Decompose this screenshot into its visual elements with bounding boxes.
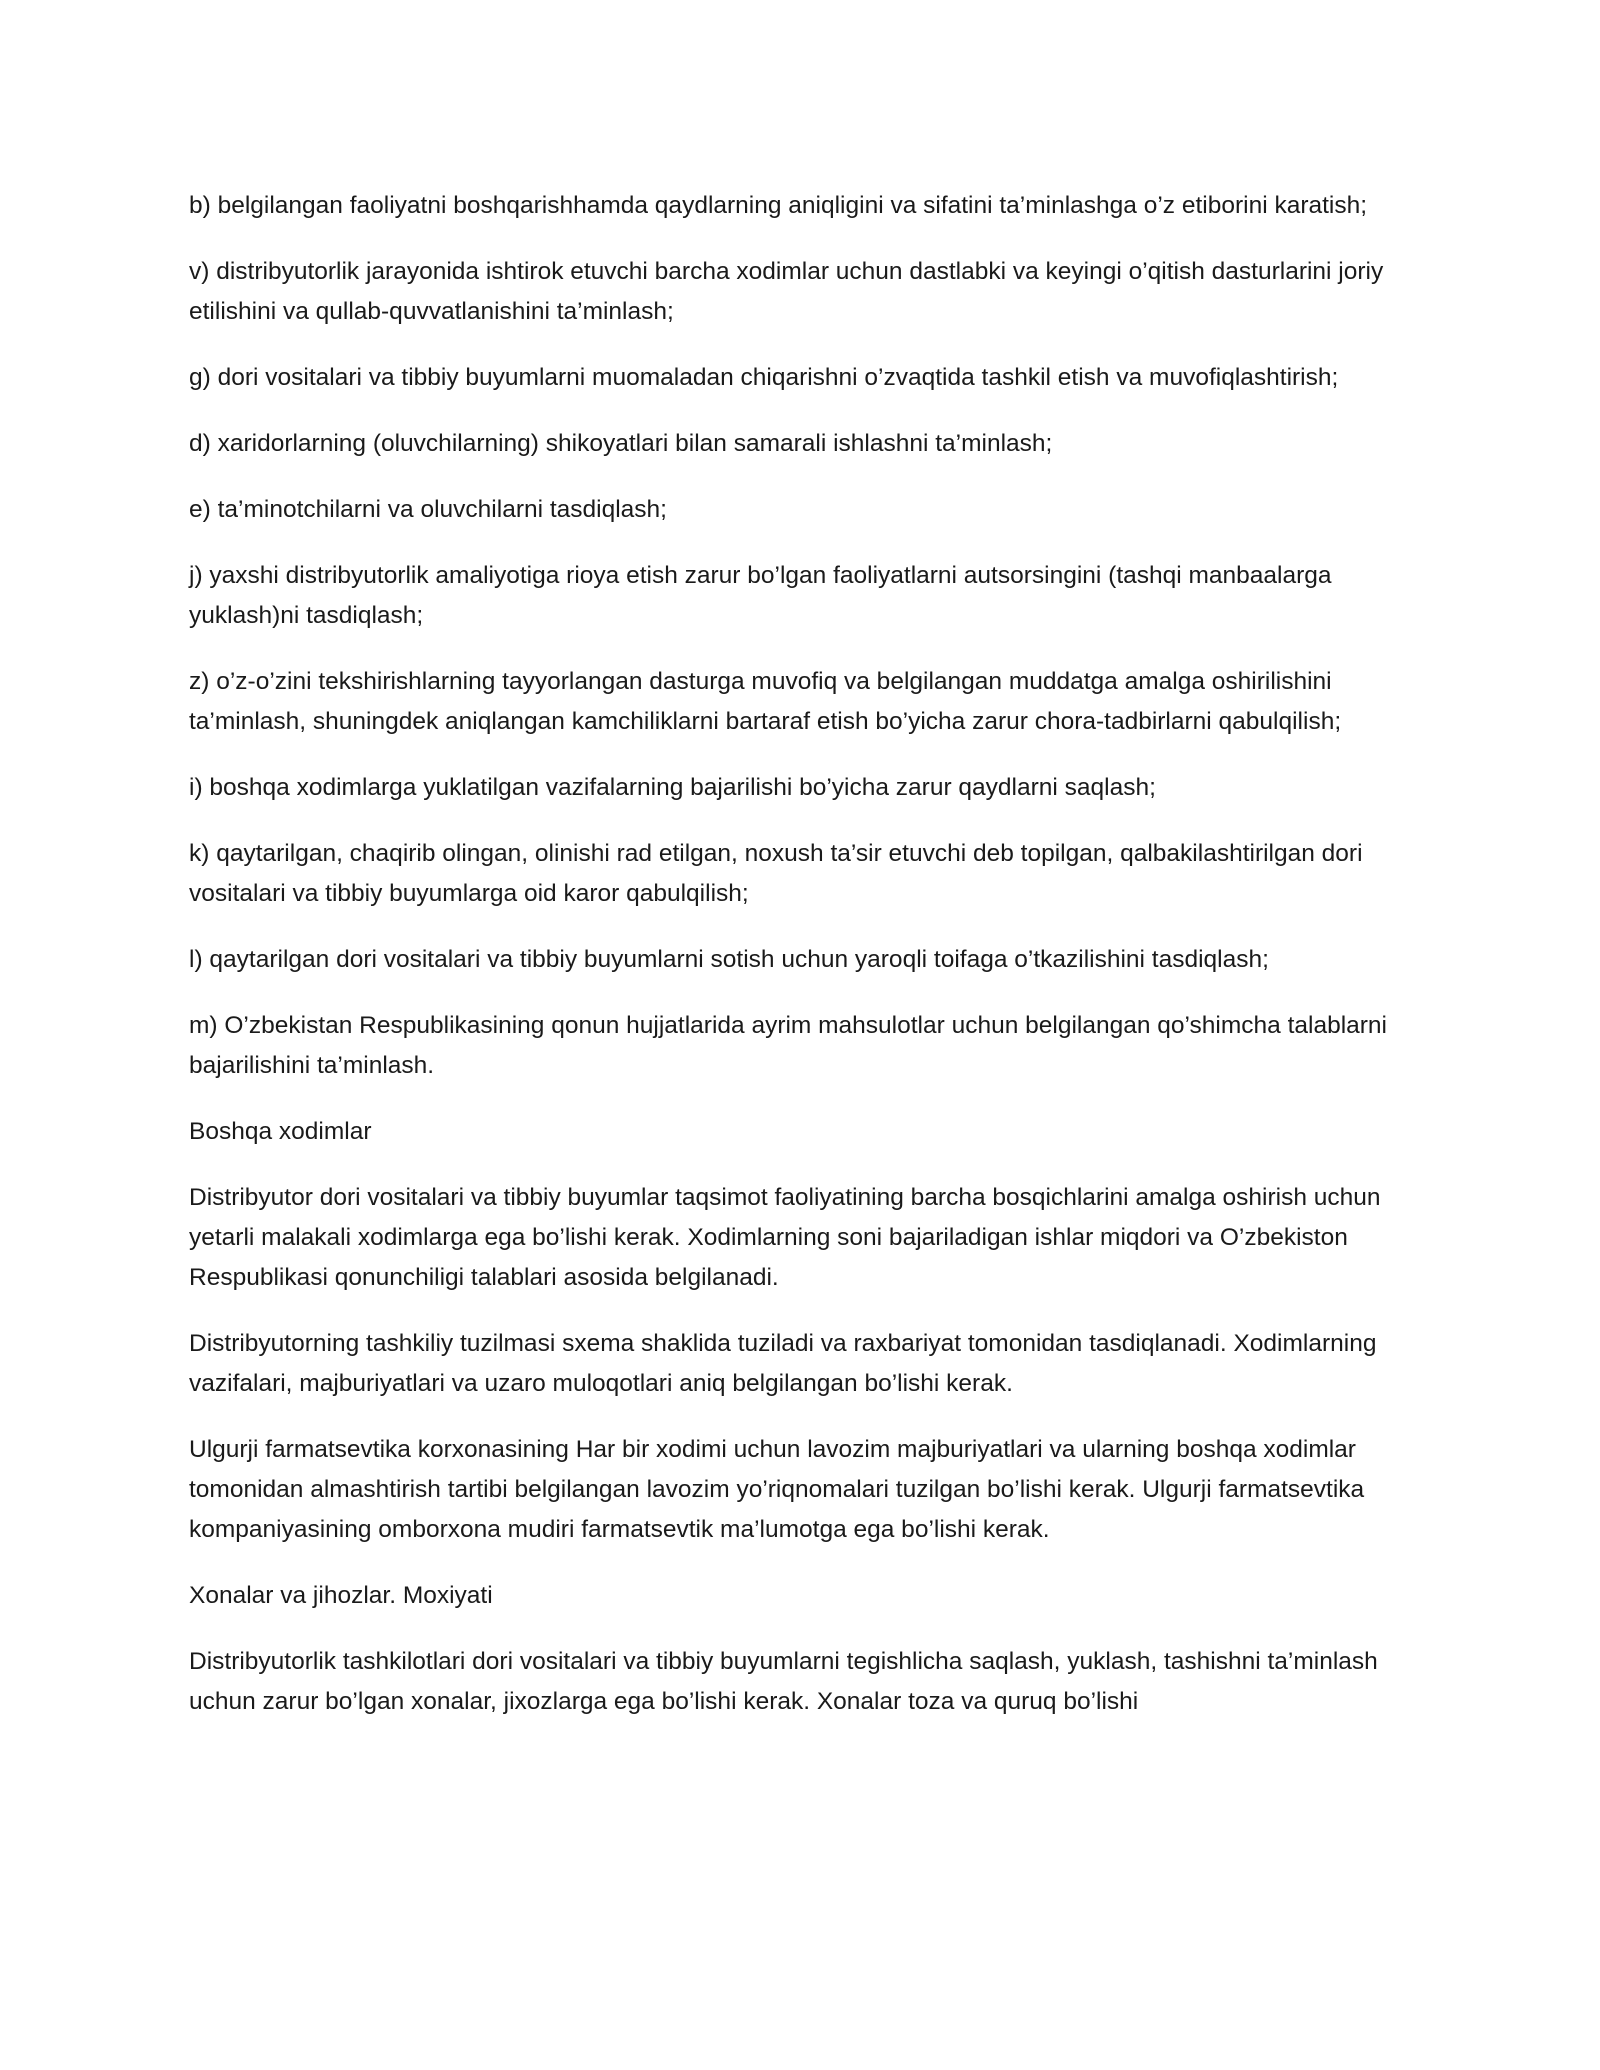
paragraph-org-structure: Distribyutorning tashkiliy tuzilmasi sxema shaklida tuziladi va raxbariyat tomonidan tasdiqlanadi. Xodimlarning vazifalari, majburiyatlari va uzaro muloqotlari aniq belgilangan bo’lishi kerak. xyxy=(189,1330,1377,1397)
paragraph-job-descriptions: Ulgurji farmatsevtika korxonasining Har bir xodimi uchun lavozim majburiyatlari va ularning boshqa xodimlar tomonidan almashtirish tartibi belgilangan lavozim yo’riqnomalari tuzilgan bo’lishi kerak. Ulgurji farmatsevtika kompaniyasining omborxona mudiri farmatsevtik ma’lumotga ega bo’lishi kerak. xyxy=(189,1436,1365,1543)
list-item-l: l) qaytarilgan dori vositalari va tibbiy buyumlarni sotish uchun yaroqli toifaga o’tkazilishini tasdiqlash; xyxy=(189,946,1269,973)
list-item-z: z) o’z-o’zini tekshirishlarning tayyorlangan dasturga muvofiq va belgilangan muddatga amalga oshirilishini ta’minlash, shuningdek aniqlangan kamchiliklarni bartaraf etish bo’yicha zarur chora-tadbirlarni qabulqilish; xyxy=(189,668,1342,735)
paragraph-premises: Distribyutorlik tashkilotlari dori vositalari va tibbiy buyumlarni tegishlicha saqlash, yuklash, tashishni ta’minlash uchun zarur bo’lgan xonalar, jixozlarga ega bo’lishi kerak. Xonalar toza va quruq bo’lishi xyxy=(189,1648,1378,1715)
list-item-j: j) yaxshi distribyutorlik amaliyotiga rioya etish zarur bo’lgan faoliyatlarni autsorsingini (tashqi manbaalarga yuklash)ni tasdiqlash; xyxy=(189,562,1332,629)
list-item-k: k) qaytarilgan, chaqirib olingan, olinishi rad etilgan, noxush ta’sir etuvchi deb topilgan, qalbakilashtirilgan dori vositalari va tibbiy buyumlarga oid karor qabulqilish; xyxy=(189,840,1363,907)
list-item-g: g) dori vositalari va tibbiy buyumlarni muomaladan chiqarishni o’zvaqtida tashkil etish va muvofiqlashtirish; xyxy=(189,364,1339,391)
document-body xyxy=(189,186,1419,1748)
section-heading-other-staff: Boshqa xodimlar xyxy=(189,1118,372,1145)
section-heading-premises: Xonalar va jihozlar. Moxiyati xyxy=(189,1582,493,1609)
paragraph-staff-qualification: Distribyutor dori vositalari va tibbiy buyumlar taqsimot faoliyatining barcha bosqichlarini amalga oshirish uchun yetarli malakali xodimlarga ega bo’lishi kerak. Xodimlarning soni bajariladigan ishlar miqdori va O’zbekiston Respublikasi qonunchiligi talablari asosida belgilanadi. xyxy=(189,1184,1381,1291)
list-item-v: v) distribyutorlik jarayonida ishtirok etuvchi barcha xodimlar uchun dastlabki va keyingi o’qitish dasturlarini joriy etilishini va qullab-quvvatlanishini ta’minlash; xyxy=(189,258,1384,325)
list-item-b: b) belgilangan faoliyatni boshqarishhamda qaydlarning aniqligini va sifatini ta’minlashga o’z etiborini karatish; xyxy=(189,192,1368,219)
list-item-d: d) xaridorlarning (oluvchilarning) shikoyatlari bilan samarali ishlashni ta’minlash; xyxy=(189,430,1053,457)
list-item-m: m) O’zbekistan Respublikasining qonun hujjatlarida ayrim mahsulotlar uchun belgilangan qo’shimcha talablarni bajarilishini ta’minlash. xyxy=(189,1012,1387,1079)
list-item-e: e) ta’minotchilarni va oluvchilarni tasdiqlash; xyxy=(189,496,667,523)
list-item-i: i) boshqa xodimlarga yuklatilgan vazifalarning bajarilishi bo’yicha zarur qaydlarni saqlash; xyxy=(189,774,1156,801)
